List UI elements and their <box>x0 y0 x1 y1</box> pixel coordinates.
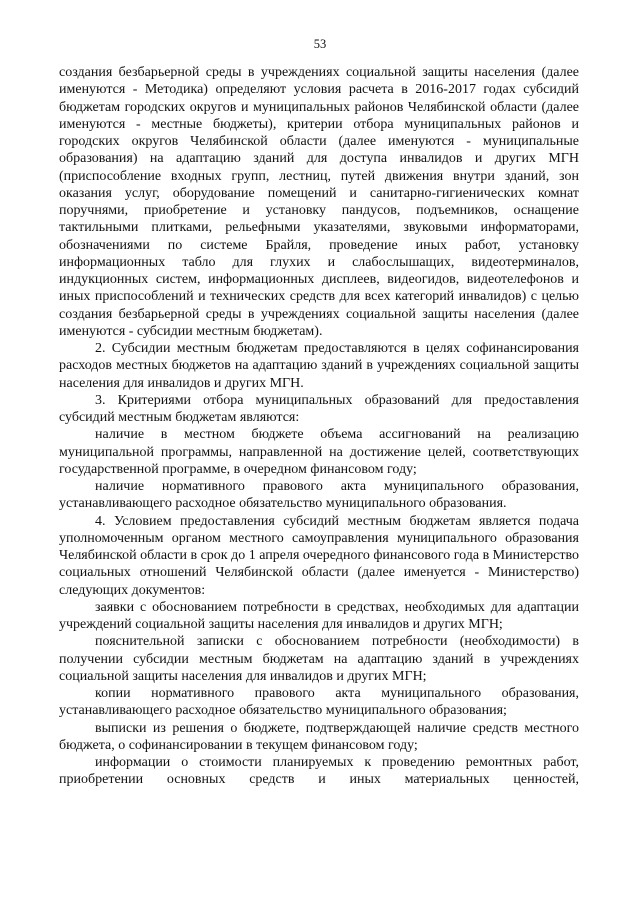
paragraph-criterion-budget: наличие в местном бюджете объема ассигнований на реализацию муниципальной программы, направленной на достижение целей, соответствующих государственной программе, в очередном финансовом году; <box>59 427 579 477</box>
paragraph-item-4-conditions: 4. Условием предоставления субсидий местным бюджетам является подача уполномоченным органом местного самоуправления муниципального образования Челябинской области в срок до 1 апреля очередного финансового года в Министерство социальных отношений Челябинской области (далее именуется - Министерство) следующих документов: <box>59 513 579 598</box>
page-number: 53 <box>313 37 327 51</box>
paragraph-doc-legal-act-copy: копии нормативного правового акта муниципального образования, устанавливающего расходное обязательство муниципального образования; <box>59 686 579 719</box>
paragraph-doc-application: заявки с обоснованием потребности в средствах, необходимых для адаптации учреждений социальной защиты населения для инвалидов и других МГН; <box>59 599 579 632</box>
paragraph-item-3-criteria: 3. Критериями отбора муниципальных образований для предоставления субсидий местным бюджетам являются: <box>59 392 579 425</box>
paragraph-doc-explanatory-note: пояснительной записки с обоснованием потребности (необходимости) в получении субсидии местным бюджетам на адаптацию зданий в учреждениях социальной защиты населения для инвалидов и других МГН; <box>59 634 579 684</box>
paragraph-doc-budget-extract: выписки из решения о бюджете, подтверждающей наличие средств местного бюджета, о софинансировании в текущем финансовом году; <box>59 720 579 753</box>
document-body <box>59 64 579 789</box>
paragraph-criterion-legal-act: наличие нормативного правового акта муниципального образования, устанавливающего расходное обязательство муниципального образования. <box>59 479 579 512</box>
paragraph-doc-cost-info: информации о стоимости планируемых к проведению ремонтных работ, приобретении основных средств и иных материальных ценностей, <box>59 755 579 788</box>
paragraph-methodology-intro: создания безбарьерной среды в учреждениях социальной защиты населения (далее именуются - Методика) определяют условия расчета в 2016-2017 годах субсидий бюджетам городских округов и муниципальных районов Челябинской области (далее именуются - местные бюджеты), критерии отбора муниципальных районов и городских округов Челябинской области (далее именуются - муниципальные образования) на адаптацию зданий для доступа инвалидов и других МГН (приспособление входных групп, лестниц, путей движения внутри зданий, зон оказания услуг, оборудование помещений и санитарно-гигиенических комнат поручнями, приобретение и установку пандусов, подъемников, оснащение тактильными плитками, рельефными указателями, звуковыми информаторами, обозначениями по системе Брайля, проведение иных работ, установку информационных табло для глухих и слабослышащих, видеотерминалов, индукционных систем, информационных дисплеев, видеогидов, видеотелефонов и иных приспособлений и технических средств для всех категорий инвалидов) с целью создания безбарьерной среды в учреждениях социальной защиты населения (далее именуются - субсидии местным бюджетам). <box>59 65 579 339</box>
paragraph-item-2-subsidies: 2. Субсидии местным бюджетам предоставляются в целях софинансирования расходов местных бюджетов на адаптацию зданий в учреждениях социальной защиты населения для инвалидов и других МГН. <box>59 341 579 391</box>
